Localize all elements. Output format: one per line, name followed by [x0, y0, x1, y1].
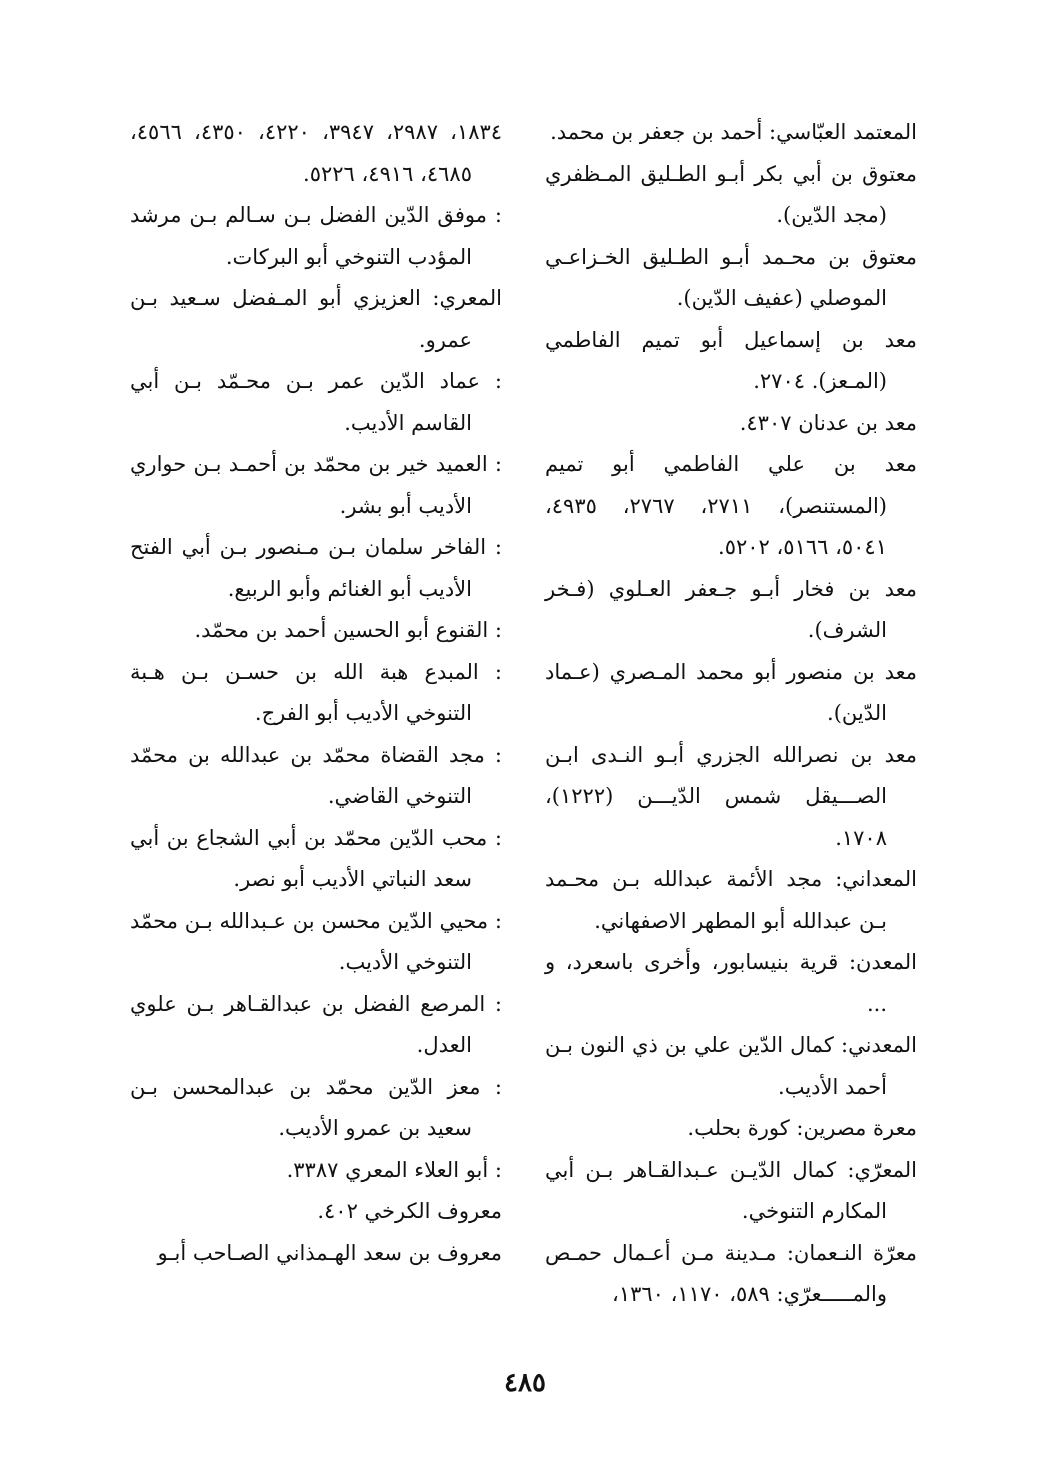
- index-entry: : مجد القضاة محمّد بن عبدالله بن محمّد التنوخي القاضي.: [130, 742, 502, 808]
- index-entry: معد بن علي الفاطمي أبو تميم (المستنصر)، ٢٧١١، ٢٧٦٧، ٤٩٣٥، ٥٠٤١، ٥١٦٦، ٥٢٠٢.: [545, 452, 917, 559]
- index-entry: معد بن فخار أبـو جـعفر العـلوي (فـخر الشرف).: [545, 576, 917, 642]
- index-entry: المعداني: مجد الأئمة عبدالله بـن محـمد بـن عبدالله أبو المطهر الاصفهاني.: [545, 867, 917, 933]
- index-entry: : الفاخر سلمان بـن مـنصور بـن أبي الفتح الأديب أبو الغنائم وأبو الربيع.: [130, 535, 502, 601]
- index-entry: : محب الدّين محمّد بن أبي الشجاع بن أبي سعد النباتي الأديب أبو نصر.: [130, 825, 502, 891]
- index-entry: : عماد الدّين عمر بـن محـمّد بـن أبي القاسم الأديب.: [130, 369, 502, 435]
- left-column: [130, 112, 502, 1274]
- index-entry: المعدن: قرية بنيسابور، وأخرى باسعرد، و ...: [545, 950, 917, 1016]
- index-entry: معد بن نصرالله الجزري أبـو النـدى ابـن الصـــيقل شمس الدّيـــن (١٢٢٢)، ١٧٠٨.: [545, 742, 917, 850]
- index-entry: : العميد خير بن محمّد بن أحمـد بـن حواري الأديب أبو بشر.: [130, 452, 502, 518]
- index-entry: معتوق بن محـمد أبـو الطـليق الخـزاعـي الموصلي (عفيف الدّين).: [545, 244, 917, 310]
- index-entry-continuation: ١٨٣٤، ٢٩٨٧، ٣٩٤٧، ٤٢٢٠، ٤٣٥٠، ٤٥٦٦، ٤٦٨٥، ٤٩١٦، ٥٢٢٦.: [130, 120, 503, 186]
- index-entry: المعتمد العبّاسي: أحمد بن جعفر بن محمد.: [550, 120, 917, 144]
- index-entry: : محيي الدّين محسن بن عـبدالله بـن محمّد التنوخي الأديب.: [130, 908, 502, 974]
- index-entry: معد بن منصور أبو محمد المـصري (عـماد الدّين).: [545, 659, 917, 725]
- index-entry: معد بن عدنان ٤٣٠٧.: [739, 410, 917, 435]
- index-entry: معرّة النـعمان: مـدينة مـن أعـمال حمـص والمـــــعرّي: ٥٨٩، ١١٧٠، ١٣٦٠،: [545, 1240, 917, 1306]
- index-entry: : القنوع أبو الحسين أحمد بن محمّد.: [194, 618, 502, 642]
- index-entry: معد بن إسماعيل أبو تميم الفاطمي (المـعز). ٢٧٠٤.: [545, 327, 917, 393]
- index-entry: المعرّي: كمال الدّيـن عـبدالقـاهر بـن أبي المكارم التنوخي.: [545, 1157, 917, 1223]
- index-entry: معرة مصرين: كورة بحلب.: [687, 1116, 917, 1140]
- index-entry: معروف بن سعد الهـمذاني الصـاحب أبـو: [157, 1240, 502, 1265]
- page-number: ٤٨٥: [504, 1368, 546, 1398]
- index-entry: المعري: العزيزي أبو المـفضل سـعيد بـن عمرو.: [130, 286, 502, 352]
- right-column: [545, 112, 917, 1316]
- index-entry: : المبدع هبة الله بن حسـن بـن هـبة التنوخي الأديب أبو الفرج.: [130, 659, 502, 725]
- index-entry: : موفق الدّين الفضل بـن سـالم بـن مرشد المؤدب التنوخي أبو البركات.: [130, 203, 502, 269]
- index-entry: : المرصع الفضل بن عبدالقـاهر بـن علوي العدل.: [130, 991, 502, 1057]
- index-entry: معتوق بن أبي بكر أبـو الطـليق المـظفري (مجد الدّين).: [545, 161, 917, 227]
- index-entry: : معز الدّين محمّد بن عبدالمحسن بـن سعيد بن عمرو الأديب.: [130, 1074, 502, 1140]
- index-entry: معروف الكرخي ٤٠٢.: [317, 1199, 502, 1223]
- index-entry: : أبو العلاء المعري ٣٣٨٧.: [286, 1157, 502, 1182]
- index-entry: المعدني: كمال الدّين علي بن ذي النون بـن أحمد الأديب.: [545, 1033, 917, 1099]
